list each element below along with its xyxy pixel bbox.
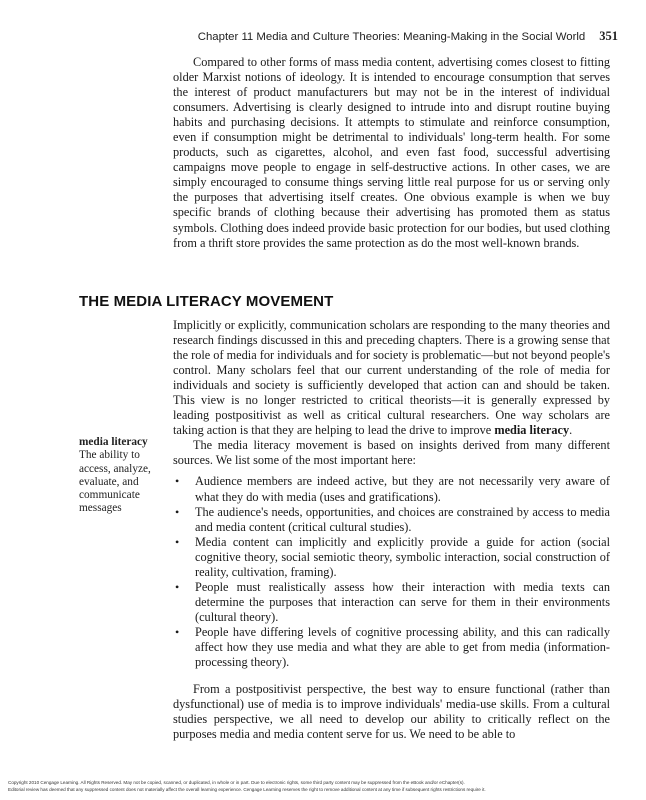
running-title: Chapter 11 Media and Culture Theories: Meaning-Making in the Social World [197,31,586,43]
section-paragraph-1 [173,318,610,438]
bullet-item: • People have differing levels of cognitive processing ability, and this can radically affect how they use media and what they are able to get from media (information-processing theory). [173,625,610,670]
section-paragraph-3: From a postpositivist perspective, the best way to ensure functional (rather than dysfunctional) use of media is to improve individuals' media-use skills. From a cultural studies perspective, we all need to develop our ability to critically reflect on the purposes media and media content serve for us. We need to be able to [173,682,610,742]
margin-glossary-note [79,436,171,516]
intro-paragraph: Compared to other forms of mass media content, advertising comes closest to fitting older Marxist notions of ideology. It is intended to encourage consumption that serves the interest of product manufacturers but may not be in the interest of individual consumers. Advertising is clearly designed to intrude into and disrupt routine buying habits and purchasing decisions. It attempts to stimulate and reinforce consumption, even if consumption might be detrimental to individuals' long-term health. For some products, such as cigarettes, alcohol, and even fast food, successful advertising campaigns move people to engage in self-destructive actions. In other cases, we are simply encouraged to consume things serving little real purpose for us or serving only the purposes that advertising itself creates. One obvious example is when we buy specific brands of clothing because their advertising has promoted them as status symbols. Clothing does indeed provide basic protection for our bodies, but used clothing from a thrift store provides the same protection as do the most well-known brands. [173,55,610,250]
bullet-item: • The audience's needs, opportunities, and choices are constrained by access to media and media content (critical cultural studies). [173,505,610,535]
section-paragraph-1-text: Implicitly or explicitly, communication scholars are responding to the many theories and research findings discussed in this and preceding chapters. There is a growing sense that the role of media for individuals and for society is problematic—but not beyond people's control. Many scholars feel that our current understanding of the role of media for individuals and society is sufficiently developed that action can and should be taken. This view is no longer restricted to critical theorists—it is generally expressed by leading postpositivist as well as critical cultural researchers. One way scholars are taking action is that they are helping to lead the drive to improve [173,318,610,438]
footer-line-1: Copyright 2010 Cengage Learning. All Rights Reserved. May not be copied, scanned, or duplicated, in whole or in part. Due to electronic rights, some third party content may be suppressed from the eBook and/or eChapter(s). [8,780,465,785]
running-header [190,29,618,44]
intro-block [173,55,610,251]
sentence-end: . [569,423,573,438]
bullet-item: • Media content can implicitly and explicitly provide a guide for action (social cognitive theory, social semiotic theory, symbolic interaction, social construction of reality, cultivation, framing). [173,535,610,580]
glossary-definition: The ability to access, analyze, evaluate, and communicate messages [79,449,151,515]
glossary-term: media literacy [79,436,148,448]
section-paragraph-2: The media literacy movement is based on insights derived from many different sources. We list some of the most important here: [173,438,610,468]
key-term: media literacy [494,423,570,438]
section-body [173,318,610,742]
bullet-list [173,474,610,670]
copyright-footer [8,779,638,793]
page-number: 351 [599,29,618,43]
footer-line-2: Editorial review has deemed that any suppressed content does not materially affect the overall learning experience. Cengage Learning reserves the right to remove additional content at any time if subsequent rights restrictions require it. [8,787,486,792]
bullet-item: • People must realistically assess how their interaction with media texts can determine the purposes that interaction can serve for them in their environments (cultural theory). [173,580,610,625]
section-heading: THE MEDIA LITERACY MOVEMENT [79,293,334,310]
bullet-item: • Audience members are indeed active, but they are not necessarily very aware of what they do with media (uses and gratifications). [173,474,610,504]
